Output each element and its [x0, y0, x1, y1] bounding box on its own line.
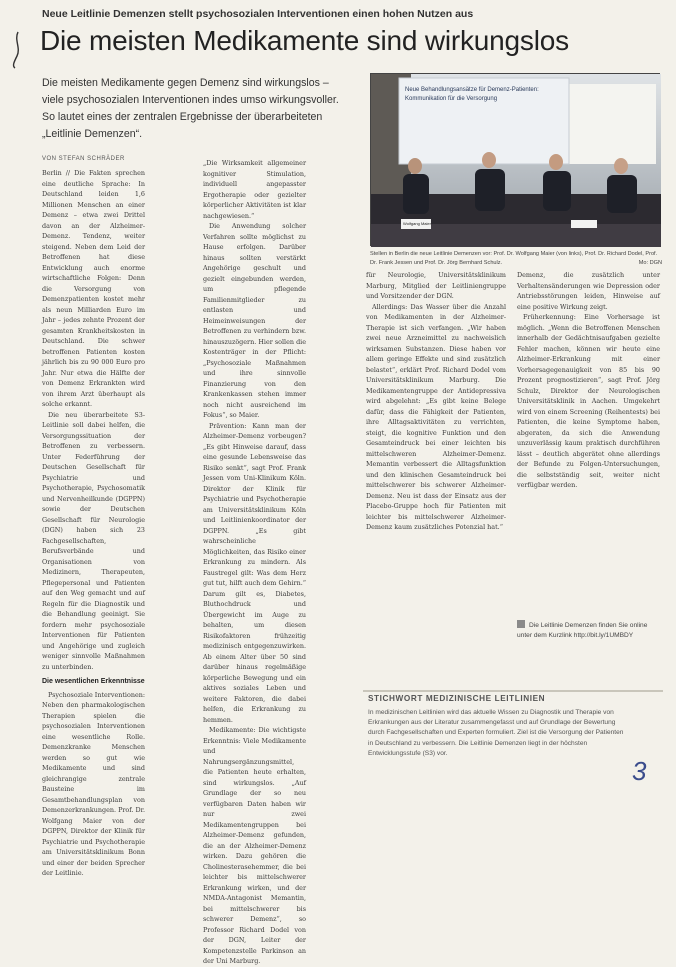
body-paragraph: Berlin // Die Fakten sprechen eine deutliche Sprache: In Deutschland leiden 1,6 Millionen Menschen an einer Demenz – etwa zwei Drittel davon an der Alzheimer-Demenz. Tendenz, weiter steigend. Neben dem Leid der Betroffenen hat diese Entwicklung auch enorme wirtschaftliche Folgen: Denn die Versorgung von Demenzpatienten kostet mehr als neun Milliarden Euro im Jahr – jedes zehnte Prozent der gesamten Krankheitskosten in Deutschland. Die schwer betroffenen Patienten kosten jährlich bis zu 90 000 Euro pro Jahr. Nur etwa die Hälfte der von Demenz Erkrankten wird von ihrem Arzt überhaupt als solche erkannt.: [42, 169, 145, 408]
body-paragraph: für Neurologie, Universitätsklinikum Marburg, Mitglied der Leitliniengruppe und Vorsitzender der DGN.: [366, 271, 506, 300]
margin-pen-mark: [10, 30, 24, 70]
body-paragraph: Allerdings: Das Wasser über die Anzahl von Medikamenten in der Alzheimer-Therapie ist sich verfangen. „Wir haben zwei neue Arzneimittel zu nachweislich wirksamen Substanzen. Diese haben vor allem geringe Effekte und sind zusätzlich belastet“, erklärt Prof. Richard Dodel vom Universitätsklinikum Marburg. Die Medikamentengruppe der Antidepressiva wird abgelehnt: „Es gibt keine Belege dafür, dass die Fähigkeit der Patienten, ihre Alltagsaktivitäten zu verrichten, steigt, die kognitive Funktion und den Gesamteindruck bei einer leichten bis mittelschweren Alzheimer-Demenz. Memantin verbessert die Alltagsfunktion und den klinischen Gesamteindruck bei mittelschwerer bis schwerer Alzheimer-Demenz. Neu ist dass der Einsatz aus der Placebo-Gruppe hoch für Patienten mit leichter bis mittelschwerer Alzheimer-Demenz kaum zusätzliches Potenzial hat.“: [366, 302, 506, 531]
photo-caption-text: Stellen in Berlin die neue Leitlinie Demenzen vor: Prof. Dr. Wolfgang Maier (von links), Prof. Dr. Richard Dodel, Prof. Dr. Frank Jessen und Prof. Dr. Jörg Bernhard Schulz.: [370, 251, 658, 266]
photo-caption: [370, 250, 662, 267]
body-paragraph: Prävention: Kann man der Alzheimer-Demenz vorbeugen? „Es gibt Hinweise darauf, dass eine gesunde Lebensweise das Risiko senkt“, sagt Prof. Frank Jessen vom Uni-Klinikum Köln. Direktor der Klinik für Psychiatrie und Psychotherapie am Universitätsklinikum Köln und Leitlinienkoordinator der DGPPN. „Es gibt wahrscheinliche Möglichkeiten, das Risiko einer Erkrankung zu mindern. Als Faustregel gilt: Was dem Herz gut tut, hilft auch dem Gehirn.“ Darum gilt es, Diabetes, Bluthochdruck und Übergewicht im Auge zu behalten, um diesen Risikofaktoren frühzeitig medizinisch entgegenzuwirken. Ab einem Alter über 50 sind darüber hinaus regelmäßige körperliche Bewegung und ein aktives soziales Leben und weitere Faktoren, die dabei helfen, die Erkrankung zu hemmen.: [203, 421, 306, 724]
article-headline: Die meisten Medikamente sind wirkungslos: [40, 25, 569, 56]
square-bullet-icon: [517, 620, 525, 628]
article-kicker: Neue Leitlinie Demenzen stellt psychosozialen Interventionen einen hohen Nutzen aus: [42, 8, 474, 20]
leitlinie-link-text: Die Leitlinie Demenzen finden Sie online unter dem Kurzlink http://bit.ly/1UMBDY: [517, 622, 648, 639]
body-paragraph: Psychosoziale Interventionen: Neben den pharmakologischen Therapien spielen die psychosozialen Interventionen eine wesentliche Rolle. Demenzkranke Menschen werden so gut wie Medikamente und sind gleichrangige zentrale Bausteine im Gesamtbehandlungsplan von Demenzerkrankungen. Prof. Dr. Wolfgang Maier von der DGPPN, Direktor der Klinik für Psychiatrie und Psychotherapie am Universitätsklinikum Bonn und einer der beiden Sprecher der Leitlinie.: [42, 690, 145, 877]
article-column-2: [203, 158, 306, 965]
photo-banner-line-2: Kommunikation für die Versorgung: [405, 96, 498, 102]
article-column-3: [366, 270, 506, 685]
page-number: 3: [632, 756, 647, 786]
article-column-1: [42, 168, 145, 877]
section-heading: Die wesentlichen Erkenntnisse: [42, 678, 145, 685]
article-lead: Die meisten Medikamente gegen Demenz sind wirkungslos – viele psychosozialen Interventionen indes umso wirkungsvoller. So lautet eines der zentralen Ergebnisse der überarbeiteten „Leitlinie Demenzen“.: [42, 77, 339, 140]
leitlinie-link-note: [517, 620, 660, 640]
body-paragraph: Medikamente: Die wichtigste Erkenntnis: Viele Medikamente und Nahrungsergänzungsmittel, die Patienten heute erhalten, sind wirkungslos. „Auf Grundlage der so neu verfügbaren Daten haben wir nur zwei Medikamentengruppen bei Alzheimer-Demenz gefunden, die an der Alzheimer-Demenz wirken. Dazu gehören die Cholinesterasehemmer, die bei leichter bis mittelschwerer Erkrankung wirken, und der NMDA-Antagonist Memantin, bei mittelschwerer bis schwerer Demenz“, so Professor Richard Dodel von der DGN, Leiter der Kompetenzstelle Parkinson an der Uni Marburg.: [203, 726, 306, 965]
article-column-4: [517, 270, 660, 605]
photo-credit: Mo: DGN: [638, 259, 662, 266]
press-conference-photo: [370, 73, 660, 246]
body-paragraph: Die neu überarbeitete S3-Leitlinie soll dabei helfen, die Versorgungssituation der Betroffenen zu verbessern. Unter Federführung der Deutschen Gesellschaft für Psychiatrie und Psychotherapie, Psychosomatik und Nervenheilkunde (DGPPN) sowie der Deutschen Gesellschaft für Neurologie (DGN) haben sich 23 Fachgesellschaften, Berufsverbände und Organisationen von Medizinern, Therapeuten, Pflegepersonal und Patienten auf den Weg gemacht und auf Regeln für die Diagnostik und die Behandlung geeinigt. Sie fordern mehr psychosoziale Interventionen für Patienten und Angehörige und zugleich weniger sinnvolle Maßnahmen zu unterbinden.: [42, 410, 145, 671]
body-paragraph: Früherkennung: Eine Vorhersage ist möglich. „Wenn die Betroffenen Menschen innerhalb der Gedächtnisaufgaben gezielte Fehler machen, können wir heute eine Alzheimer-Erkrankung mit einer Vorhersagegenauigkeit von 85 bis 90 Prozent prognostizieren“, sagt Prof. Jörg Schulz, Direktor der Neurologischen Universitätsklinik in Aachen. Umgekehrt wird von einem Screening (Reihentests) bei Patienten, die keine Symptome haben, abgeraten, da sich die Anwendung unzuverlässig kaum praktisch durchführen lässt – deutlich abgerätet ohne allerdings der Befunde zu Folgen-Untersuchungen, die selbstständig seit, weiter nicht verfügbar werden.: [517, 313, 660, 489]
sidebar-title: STICHWORT MEDIZINISCHE LEITLINIEN: [368, 694, 546, 703]
photo-nameplate: Wolfgang Maier: [403, 221, 431, 226]
body-paragraph: Demenz, die zusätzlich unter Verhaltensänderungen wie Depression oder Antriebsstörungen leiden, Hinweise auf eine positive Wirkung zeigt.: [517, 271, 660, 311]
photo-banner-line-1: Neue Behandlungsansätze für Demenz-Patienten:: [405, 87, 539, 93]
article-byline: VON STEFAN SCHRÄDER: [42, 156, 125, 162]
sidebar-divider: [363, 690, 663, 692]
body-paragraph: Die Anwendung solcher Verfahren sollte möglichst zu Hause erfolgen. Darüber hinaus sollten verstärkt Angehörige geschult und gezielt eingebunden werden, um pflegende Familienmitglieder zu entlasten und Heimeinweisungen der Betroffenen zu verhindern bzw. hinauszuzögern. Hier sollen die Kostenträger in der Pflicht: „Psychosoziale Maßnahmen und ihre sinnvolle Finanzierung von den Krankenkassen stehen immer noch nicht ausreichend im Fokus“, so Maier.: [203, 222, 306, 419]
sidebar-text: In medizinischen Leitlinien wird das aktuelle Wissen zu Diagnostik und Therapie von Erkrankungen aus der Literatur zusammengefasst und auf Grundlage der Bewertung durch Fachgesellschaften und Experten formuliert. Ziel ist die Versorgung der Patienten in Deutschland zu verbessern. Die Leitlinie Demenzen liegt in der höchsten Entwicklungsstufe (S3) vor.: [368, 709, 624, 757]
body-paragraph: „Die Wirksamkeit allgemeiner kognitiver Stimulation, individuell angepasster Ergotherapie oder gezielter körperlicher Aktivitäten ist klar nachgewiesen.“: [203, 159, 306, 220]
